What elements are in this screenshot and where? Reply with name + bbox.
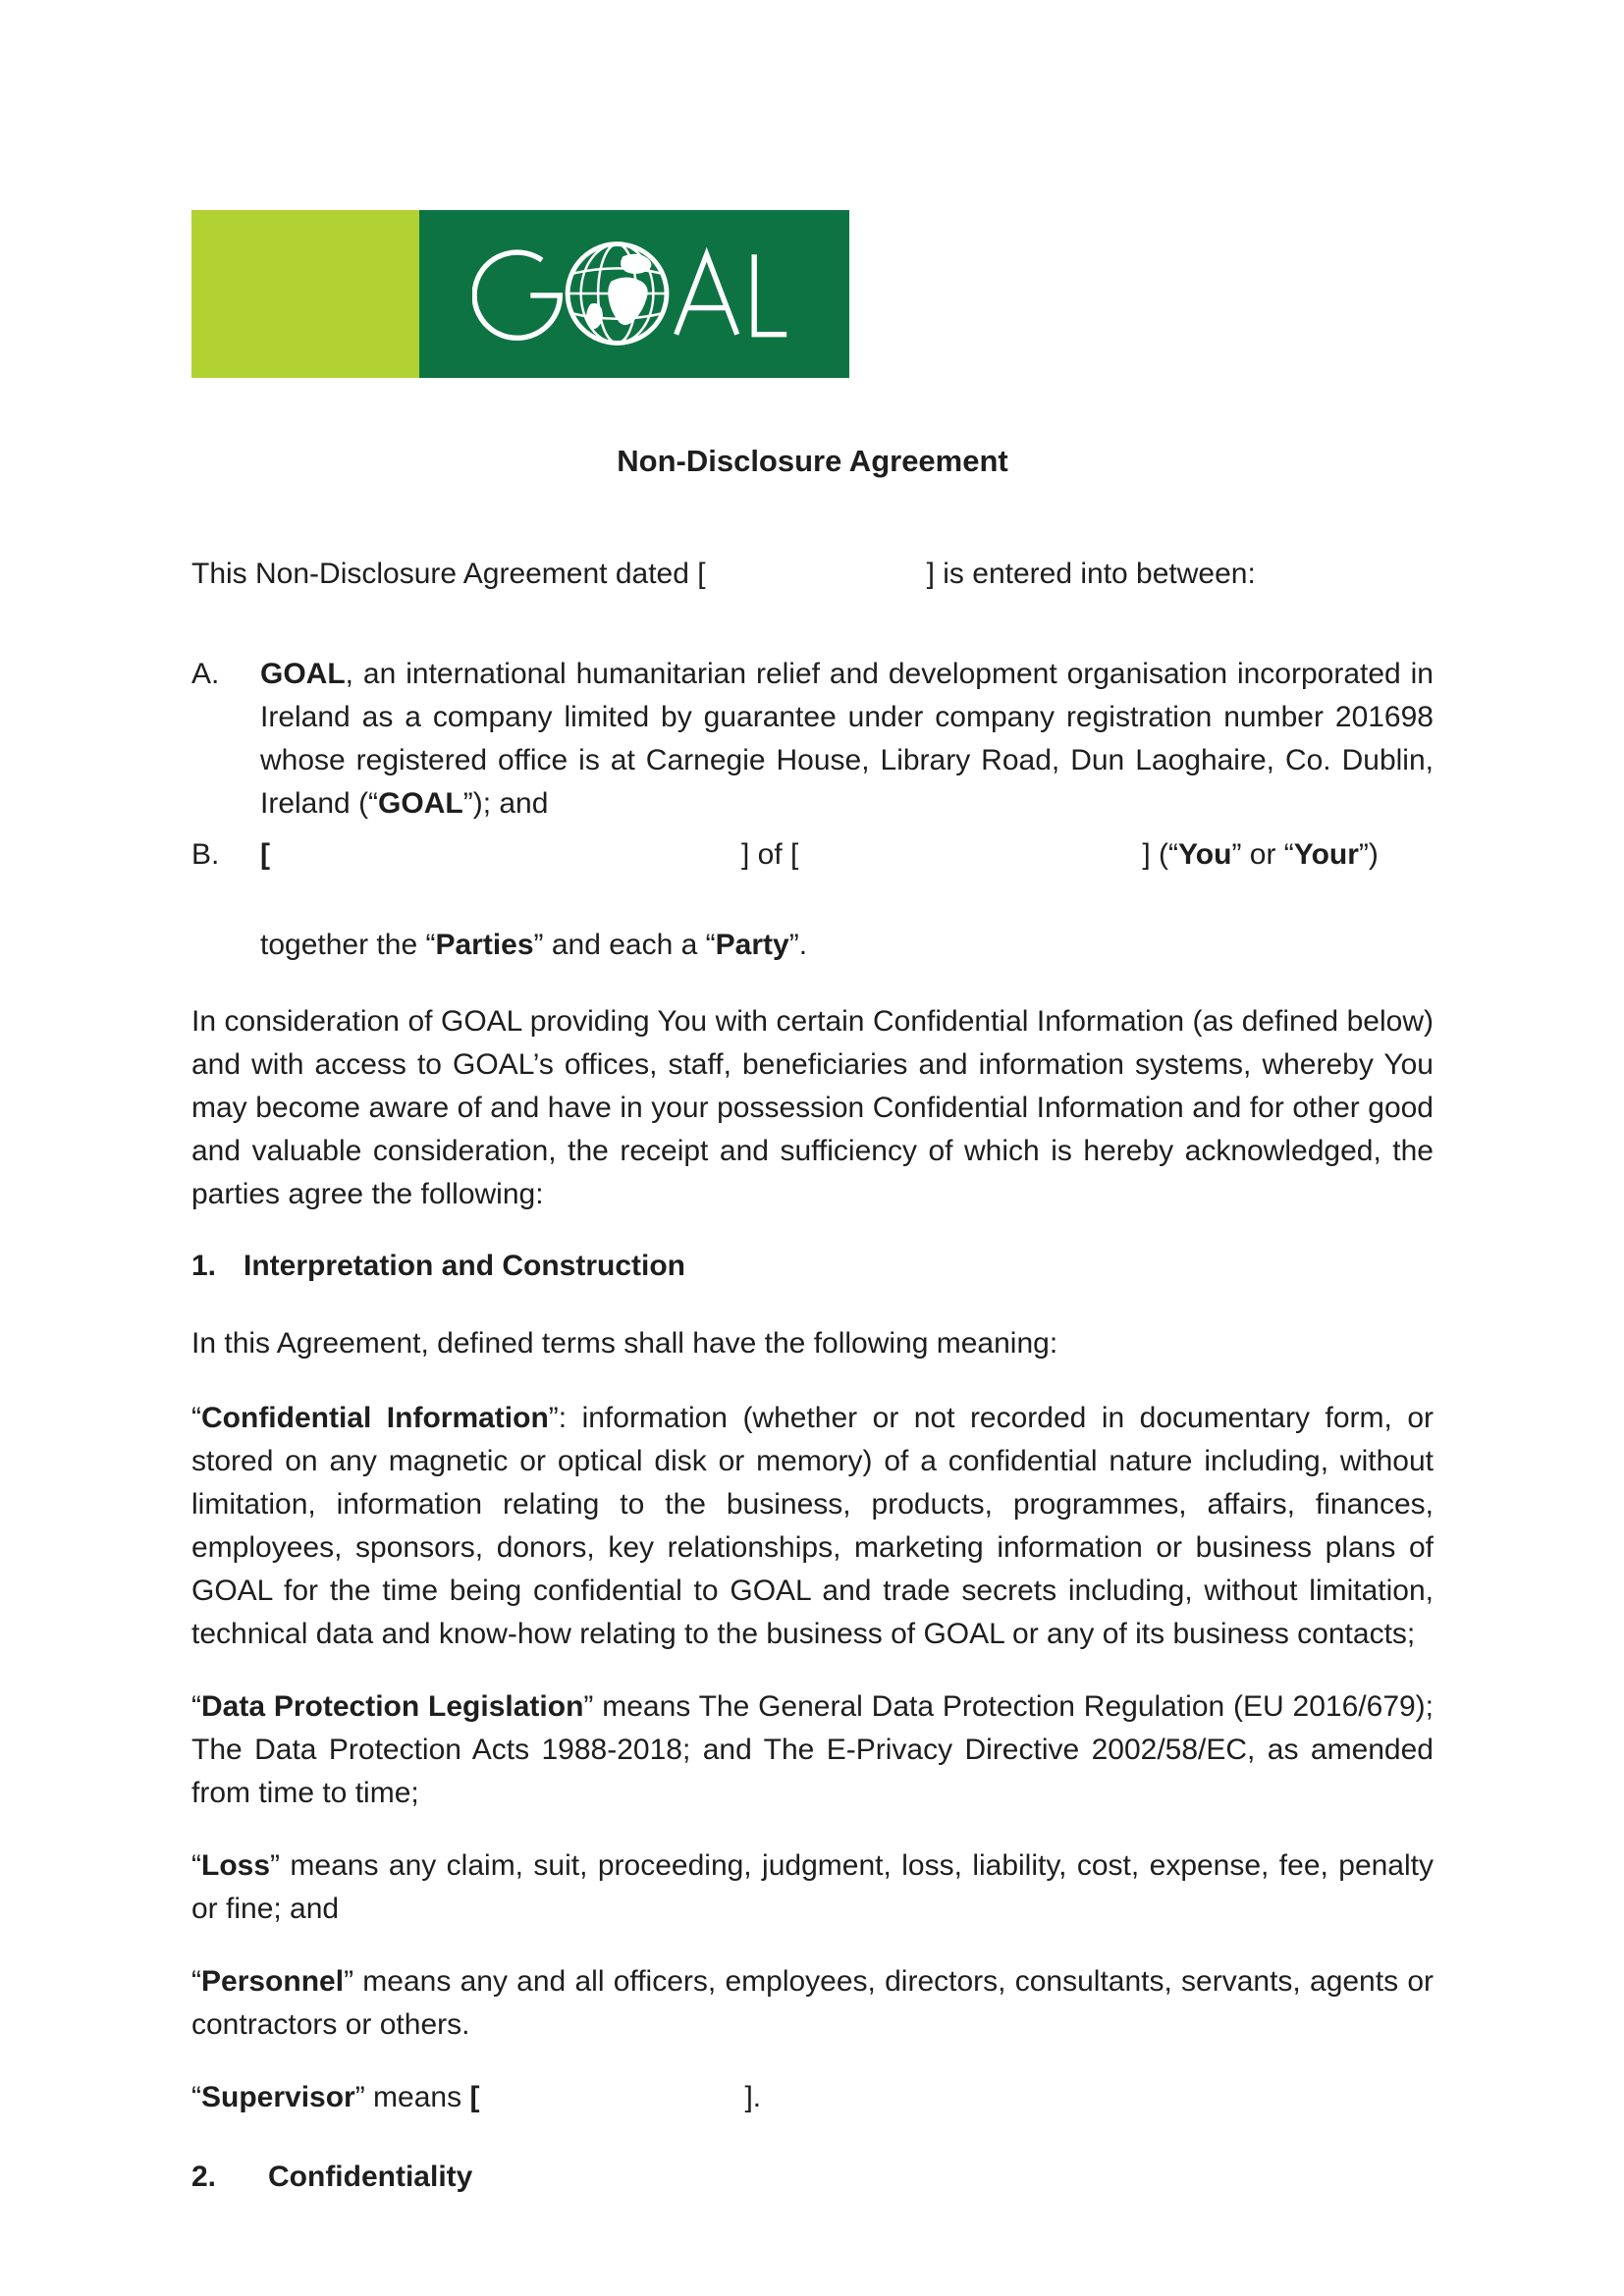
section-1-number: 1. — [191, 1250, 217, 1282]
party-item-a — [191, 653, 1434, 826]
logo-dark-green-block — [419, 210, 849, 378]
definition-supervisor: “Supervisor” means [ ]. — [191, 2081, 762, 2113]
definition-personnel: “Personnel” means any and all officers, employees, directors, consultants, servants, agents or contractors or others. — [191, 1965, 1434, 2041]
section-2-number: 2. — [191, 2161, 217, 2193]
letter-l-icon — [754, 254, 786, 334]
section-1-heading — [191, 1246, 1434, 1287]
section-1-title: Interpretation and Construction — [244, 1250, 685, 1282]
party-b-label: B. — [191, 838, 220, 871]
party-a-label: A. — [191, 658, 220, 690]
party-item-b — [191, 833, 1434, 877]
blank-field — [479, 2106, 744, 2107]
party-b-text: [ ] of [ ] (“You” or “Your”) — [260, 838, 1379, 871]
definition-loss: “Loss” means any claim, suit, proceeding, judgment, loss, liability, cost, expense, fee, penalty or fine; and — [191, 1849, 1434, 1925]
letter-g-icon — [474, 252, 560, 338]
blank-field — [798, 863, 1142, 864]
globe-icon — [568, 243, 667, 343]
page-title: Non-Disclosure Agreement — [617, 444, 1008, 478]
goal-wordmark — [472, 232, 796, 357]
definitions-intro: In this Agreement, defined terms shall have the following meaning: — [191, 1327, 1058, 1360]
letter-a-icon — [677, 254, 737, 334]
party-a-text: GOAL, an international humanitarian relief and development organisation incorporated in Ireland as a company limited by guarantee under company registration number 201698 whose registered office is at Carnegie House, Library Road, Dun Laoghaire, Co. Dublin, Ireland (“GOAL”); and — [260, 658, 1434, 820]
goal-logo — [191, 210, 849, 378]
document-content — [191, 0, 1434, 2198]
together-line: together the “Parties” and each a “Party”. — [260, 929, 808, 961]
blank-field — [270, 863, 741, 864]
definition-data-protection-legislation: “Data Protection Legislation” means The General Data Protection Regulation (EU 2016/679); The Data Protection Acts 1988-2018; and The E-Privacy Directive 2002/58/EC, as amended from time to time; — [191, 1690, 1435, 1809]
intro-line: This Non-Disclosure Agreement dated [ ] is entered into between: — [191, 558, 1256, 590]
section-2-title: Confidentiality — [268, 2161, 473, 2193]
logo-light-green-block — [191, 210, 419, 378]
consideration-paragraph: In consideration of GOAL providing You with certain Confidential Information (as defined below) and with access to GOAL’s offices, staff, beneficiaries and information systems, whereby You may become aware of and have in your possession Confidential Information and for other good and valuable consideration, the receipt and sufficiency of which is hereby acknowledged, the parties agree the following: — [191, 1005, 1434, 1210]
definition-confidential-information: “Confidential Information”: information (whether or not recorded in documentary form, or stored on any magnetic or optical disk or memory) of a confidential nature including, without limitation, information relating to the business, products, programmes, affairs, finances, employees, sponsors, donors, key relationships, marketing information or business plans of GOAL for the time being confidential to GOAL and trade secrets including, without limitation, technical data and know-how relating to the business of GOAL or any of its business contacts; — [191, 1402, 1435, 1650]
blank-field — [706, 582, 927, 583]
section-2-heading — [191, 2157, 1434, 2198]
